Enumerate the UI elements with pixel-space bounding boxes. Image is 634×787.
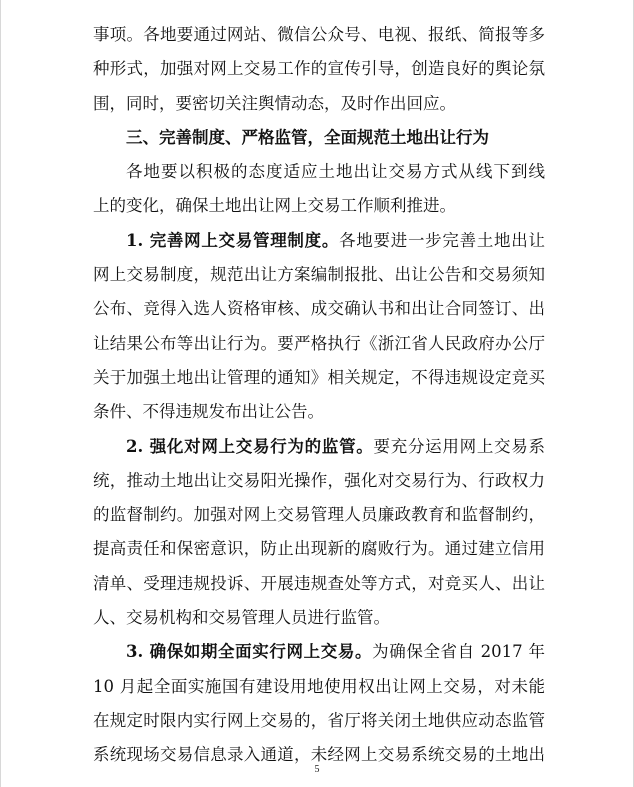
item-2-first-line xyxy=(93,430,545,464)
page-number: 5 xyxy=(314,764,320,775)
section-heading: 三、完善制度、严格监管，全面规范土地出让行为 xyxy=(126,127,489,147)
text-line: 各地要以积极的态度适应土地出让交易方式从线下到线 xyxy=(126,162,545,182)
item-3-title: 3. 确保如期全面实行网上交易。 xyxy=(126,642,373,662)
text-line: 事项。各地要通过网站、微信公众号、电视、报纸、简报等多 xyxy=(93,25,545,44)
item-2-text: 要充分运用网上交易系 xyxy=(373,436,545,456)
text-line: 的监督制约。加强对网上交易管理人员廉政教育和监督制约， xyxy=(93,505,545,525)
text-line: 清单、受理违规投诉、开展违规查处等方式，对竞买人、出让 xyxy=(93,573,545,593)
text-line: 围，同时，要密切关注舆情动态，及时作出回应。 xyxy=(93,93,456,113)
text-line: 在规定时限内实行网上交易的，省厅将关闭土地供应动态监管 xyxy=(93,710,545,730)
text-line: 公布、竞得入选人资格审核、成交确认书和出让合同签订、出 xyxy=(93,299,545,319)
item-3-first-line xyxy=(93,635,545,669)
text-line: 系统现场交易信息录入通道，未经网上交易系统交易的土地出 xyxy=(93,745,545,765)
item-2-title: 2. 强化对网上交易行为的监管。 xyxy=(126,436,374,456)
text-line: 上的变化，确保土地出让网上交易工作顺利推进。 xyxy=(93,196,456,216)
item-3-text: 为确保全省自 2017 年 xyxy=(372,642,545,662)
text-line: 统，推动土地出让交易阳光操作，强化对交易行为、行政权力 xyxy=(93,470,545,490)
text-line: 10 月起全面实施国有建设用地使用权出让网上交易，对未能 xyxy=(93,676,545,696)
text-line: 网上交易制度，规范出让方案编制报批、出让公告和交易须知 xyxy=(93,265,545,285)
page-content xyxy=(93,18,545,773)
text-line: 关于加强土地出让管理的通知》相关规定，不得违规设定竞买 xyxy=(93,367,545,387)
text-line: 种形式，加强对网上交易工作的宣传引导，创造良好的舆论氛 xyxy=(93,59,545,79)
item-1-first-line xyxy=(93,224,545,258)
text-line: 条件、不得违规发布出让公告。 xyxy=(93,402,324,422)
item-1-title: 1. 完善网上交易管理制度。 xyxy=(126,230,340,250)
text-line: 人、交易机构和交易管理人员进行监管。 xyxy=(93,608,390,628)
item-1-text: 各地要进一步完善土地出让 xyxy=(339,230,545,250)
text-line: 让结果公布等出让行为。要严格执行《浙江省人民政府办公厅 xyxy=(93,333,545,353)
text-line: 提高责任和保密意识，防止出现新的腐败行为。通过建立信用 xyxy=(93,539,545,559)
